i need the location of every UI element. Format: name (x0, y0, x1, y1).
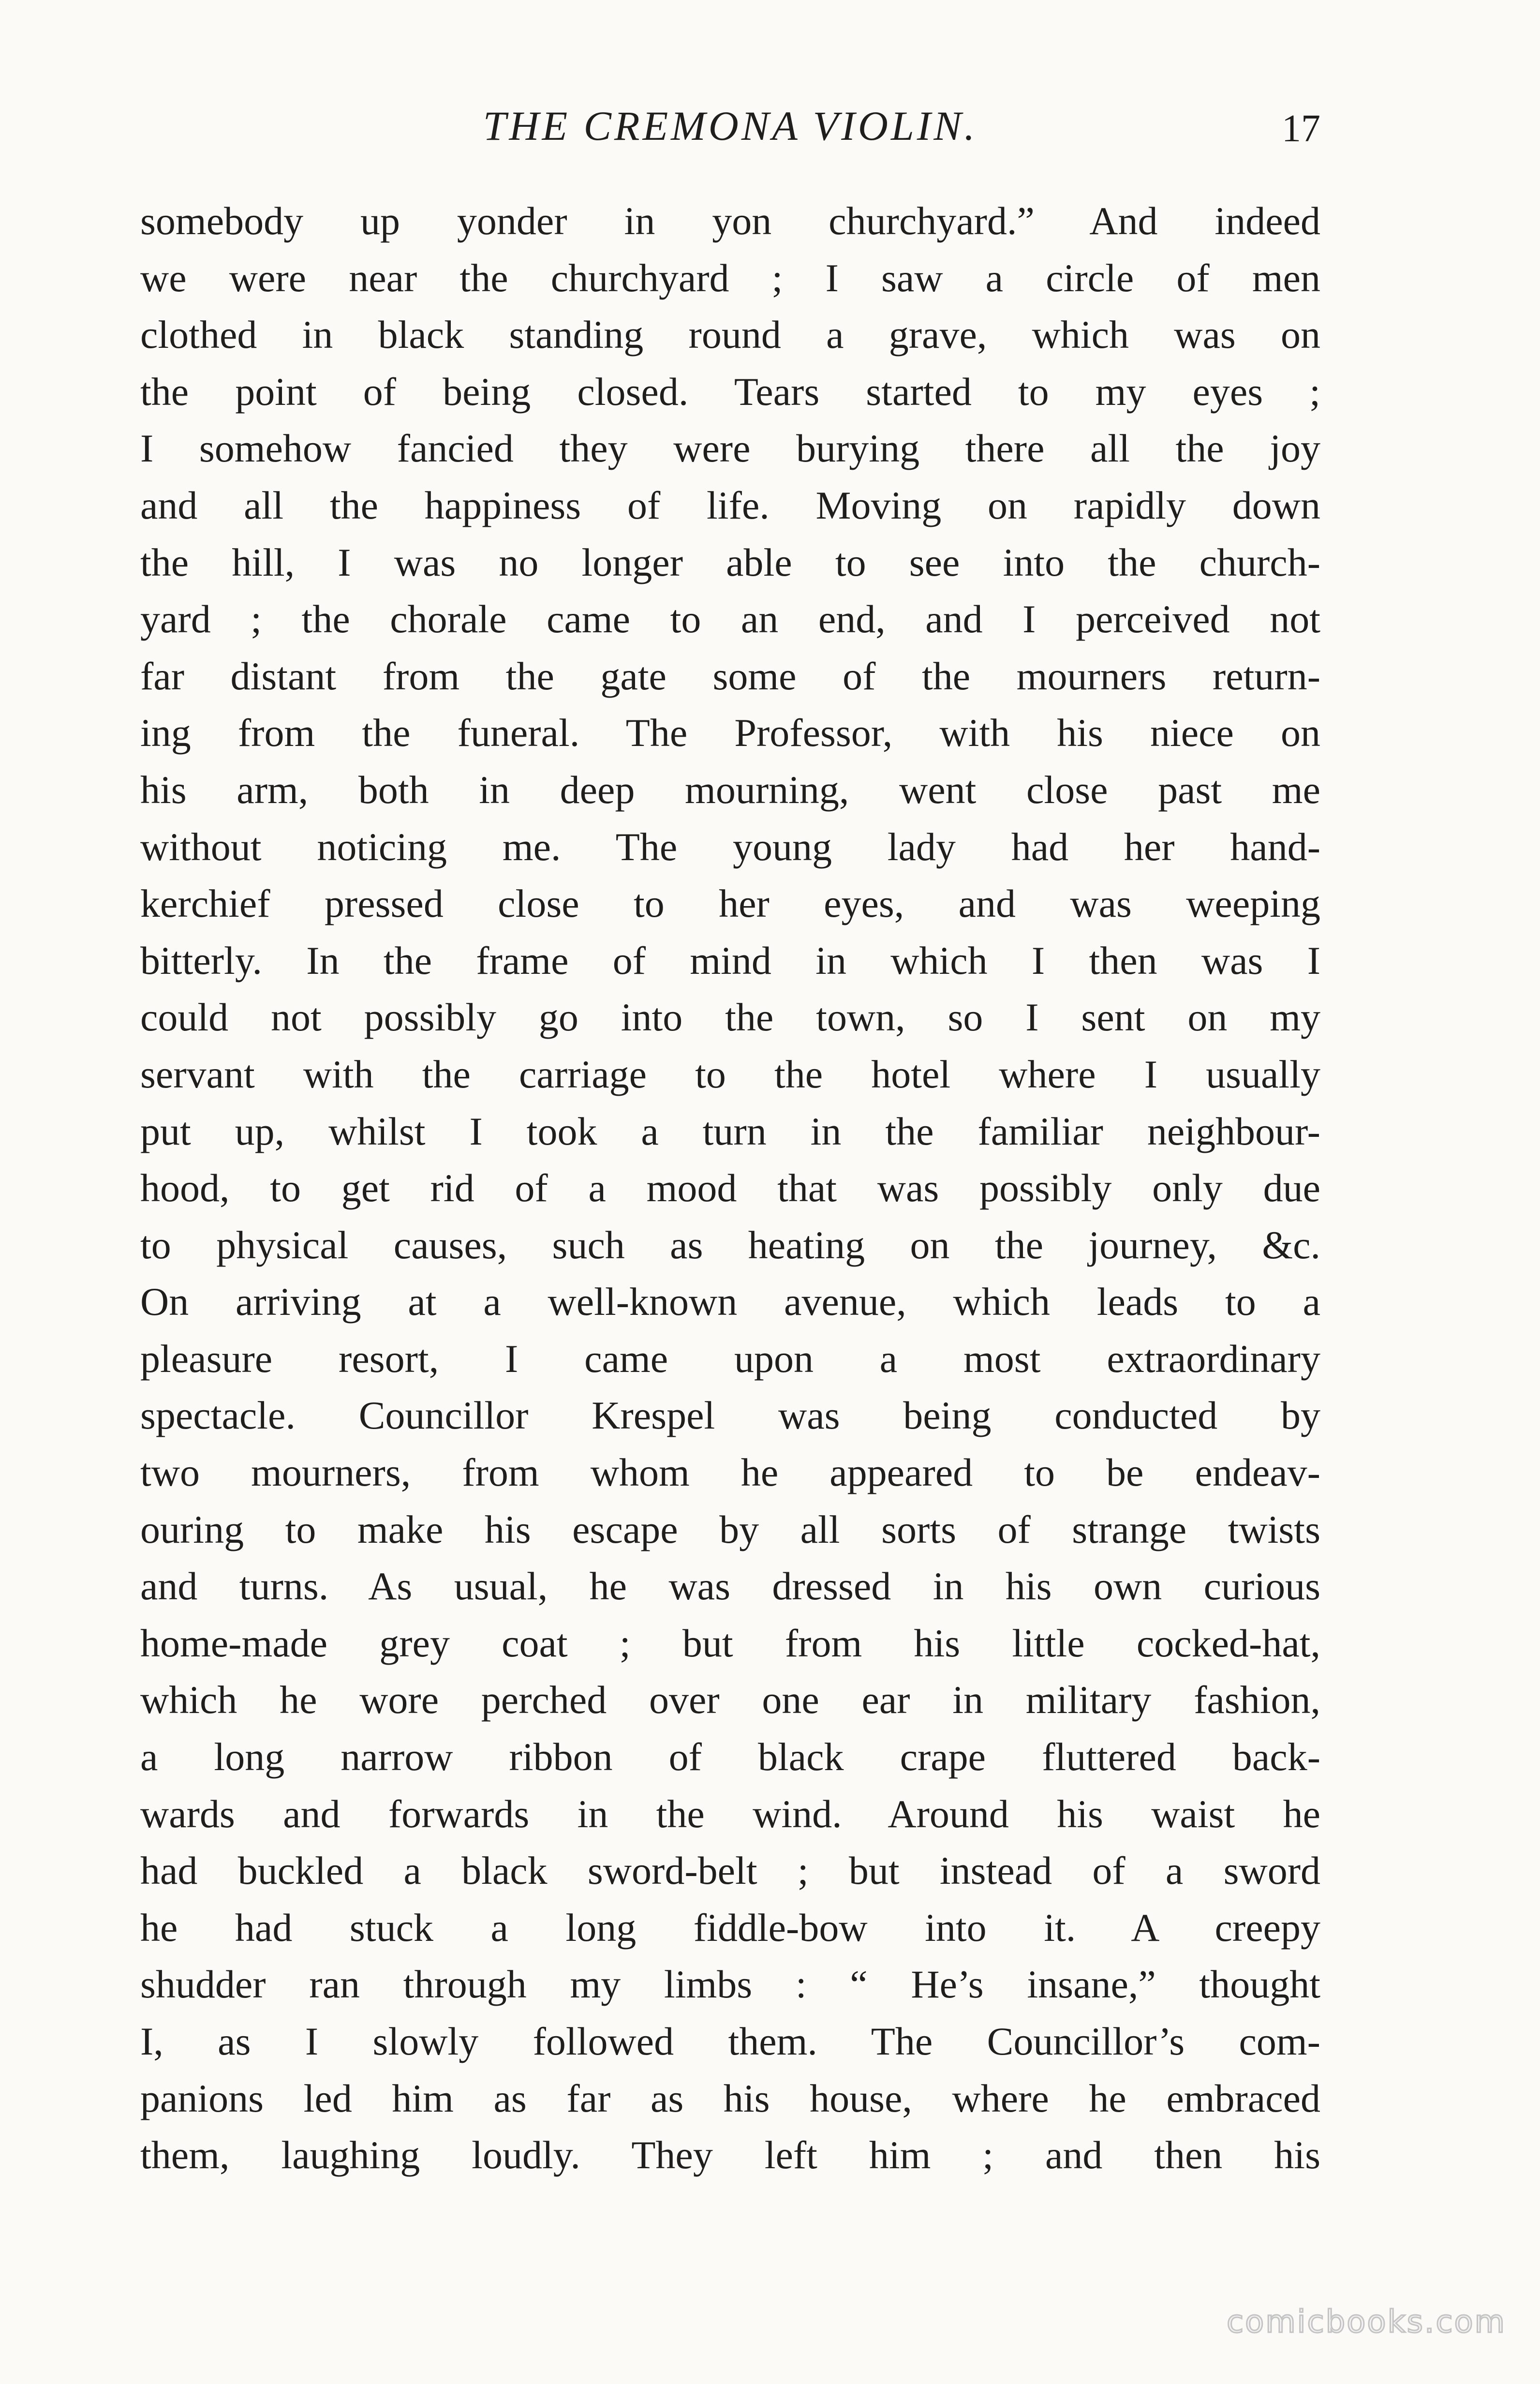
text-line: yard ; the chorale came to an end, and I perceived not (140, 597, 1320, 641)
text-line: and all the happiness of life. Moving on rapidly down (140, 483, 1320, 527)
text-line: a long narrow ribbon of black crape fluttered back- (140, 1735, 1320, 1779)
text-line: spectacle. Councillor Krespel was being conducted by (140, 1393, 1320, 1438)
text-line: hood, to get rid of a mood that was possibly only due (140, 1166, 1320, 1210)
text-line: and turns. As usual, he was dressed in his own curious (140, 1564, 1320, 1609)
text-line: put up, whilst I took a turn in the familiar neighbour- (140, 1109, 1320, 1153)
text-line: we were near the churchyard ; I saw a circle of men (140, 255, 1320, 300)
body-text (140, 193, 1320, 2184)
text-line: had buckled a black sword-belt ; but instead of a sword (140, 1848, 1320, 1893)
text-line: to physical causes, such as heating on the journey, &c. (140, 1222, 1320, 1267)
text-line: somebody up yonder in yon churchyard.” And indeed (140, 199, 1320, 243)
text-line: ing from the funeral. The Professor, with his niece on (140, 711, 1320, 755)
text-line: his arm, both in deep mourning, went close past me (140, 767, 1320, 812)
watermark: comicbooks.com (1226, 2304, 1506, 2340)
text-line: the hill, I was no longer able to see into the church- (140, 540, 1320, 584)
text-line: bitterly. In the frame of mind in which I then was I (140, 938, 1320, 983)
text-line: kerchief pressed close to her eyes, and was weeping (140, 881, 1320, 926)
running-head (140, 97, 1320, 155)
text-line: I, as I slowly followed them. The Councillor’s com- (140, 2019, 1320, 2063)
text-line: which he wore perched over one ear in military fashion, (140, 1678, 1320, 1722)
running-title: THE CREMONA VIOLIN. (483, 103, 978, 149)
text-line: ouring to make his escape by all sorts of strange twists (140, 1507, 1320, 1551)
text-line: without noticing me. The young lady had her hand- (140, 824, 1320, 869)
text-line: clothed in black standing round a grave, which was on (140, 313, 1320, 357)
page-number: 17 (1282, 107, 1320, 150)
text-line: he had stuck a long fiddle-bow into it. A creepy (140, 1905, 1320, 1950)
text-line: the point of being closed. Tears started to my eyes ; (140, 369, 1320, 414)
text-line: home-made grey coat ; but from his little cocked-hat, (140, 1621, 1320, 1665)
text-line: servant with the carriage to the hotel where I usually (140, 1052, 1320, 1096)
text-line: two mourners, from whom he appeared to be endeav- (140, 1450, 1320, 1495)
text-line: On arriving at a well-known avenue, which leads to a (140, 1280, 1320, 1324)
text-line: them, laughing loudly. They left him ; and then his (140, 2133, 1320, 2177)
text-line: shudder ran through my limbs : “ He’s insane,” thought (140, 1962, 1320, 2007)
text-line: I somehow fancied they were burying there all the joy (140, 426, 1320, 471)
text-line: pleasure resort, I came upon a most extraordinary (140, 1336, 1320, 1381)
text-line: could not possibly go into the town, so I sent on my (140, 995, 1320, 1040)
text-line: wards and forwards in the wind. Around his waist he (140, 1791, 1320, 1836)
text-line: far distant from the gate some of the mourners return- (140, 654, 1320, 698)
text-line: panions led him as far as his house, where he embraced (140, 2076, 1320, 2120)
